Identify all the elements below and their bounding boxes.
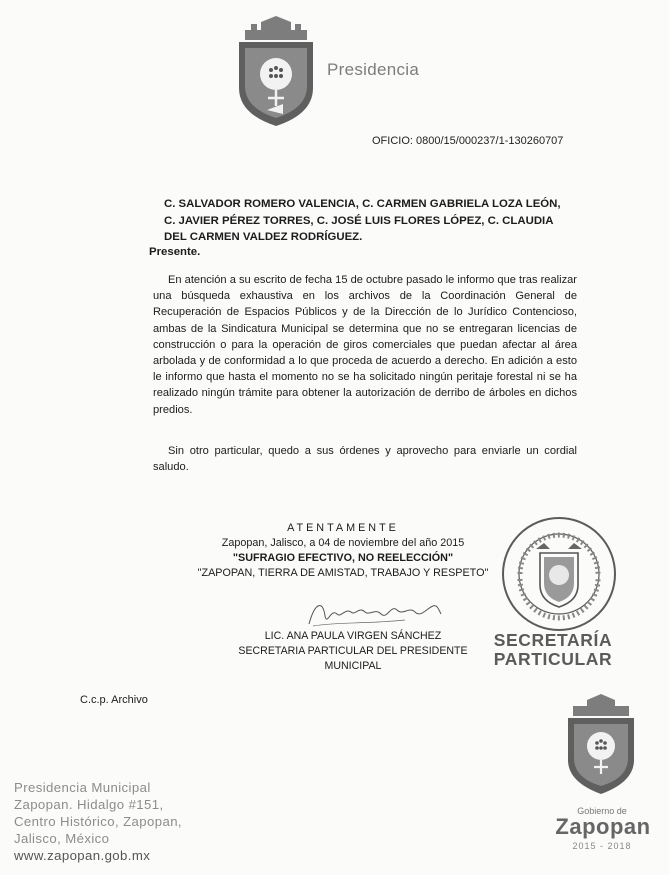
footer-address-line-1: Presidencia Municipal (14, 780, 151, 795)
signer-block (218, 629, 488, 674)
stamp-line-1: SECRETARÍA (493, 630, 613, 650)
closing-atentamente: ATENTAMENTE (287, 522, 399, 534)
official-seal (500, 515, 618, 633)
zapopan-coat-of-arms-logo (231, 10, 321, 130)
footer-address-line-3: Centro Histórico, Zapopan, (14, 814, 182, 829)
footer-address (14, 779, 182, 864)
stamp-line-2: PARTICULAR (493, 649, 613, 669)
closing-motto: "ZAPOPAN, TIERRA DE AMISTAD, TRABAJO Y RESPETO" (197, 567, 489, 579)
signer-role: SECRETARIA PARTICULAR DEL PRESIDENTE MUNICIPAL (238, 645, 468, 672)
stamp-secretaria-particular (483, 631, 623, 669)
footer-website: www.zapopan.gob.mx (14, 848, 151, 863)
closing-sufragio: "SUFRAGIO EFECTIVO, NO REELECCIÓN" (232, 552, 454, 564)
ccp-archivo: C.c.p. Archivo (80, 694, 148, 706)
brand-top: Gobierno de (577, 806, 627, 816)
brand-years: 2015 - 2018 (572, 841, 632, 851)
addressee: C. SALVADOR ROMERO VALENCIA, C. CARMEN GABRIELA LOZA LEÓN, C. JAVIER PÉREZ TORRES, C. JOSÉ LUIS FLORES LÓPEZ, C. CLAUDIA DEL CARMEN VALDEZ RODRÍGUEZ. (164, 198, 561, 243)
body-paragraph-2: Sin otro particular, quedo a sus órdenes y aprovecho para enviarle un cordial saludo. (153, 445, 577, 474)
footer-address-line-2: Zapopan. Hidalgo #151, (14, 797, 164, 812)
footer-address-line-4: Jalisco, México (14, 831, 110, 846)
body-paragraph-1: En atención a su escrito de fecha 15 de octubre pasado le informo que tras realizar una búsqueda exhaustiva en los archivos de la Coordinación General de Recuperación de Espacios Públicos y de la Dirección de lo Jurídico Contencioso, ambas de la Sindicatura Municipal se determina que no se entregaran licencias de construcción o para la operación de giros comerciales que puedan afectar al área arbolada y de conformidad a lo que proceda de acuerdo a derecho. En adición a esto le informo que hasta el momento no se ha solicitado ningún peritaje forestal ni se ha realizado ningún trámite para obtener la autorización de derribo de árboles en dichos predios. (153, 274, 577, 416)
header-office: Presidencia (327, 60, 420, 79)
salutation: Presente. (149, 246, 201, 258)
handwritten-signature (305, 596, 445, 632)
closing-place-date: Zapopan, Jalisco, a 04 de noviembre del año 2015 (221, 537, 465, 549)
signer-name: LIC. ANA PAULA VIRGEN SÁNCHEZ (264, 630, 442, 642)
brand-name: Zapopan (555, 814, 651, 839)
oficio-number: OFICIO: 0800/15/000237/1-130260707 (372, 135, 564, 147)
gobierno-zapopan-logo (561, 690, 641, 798)
